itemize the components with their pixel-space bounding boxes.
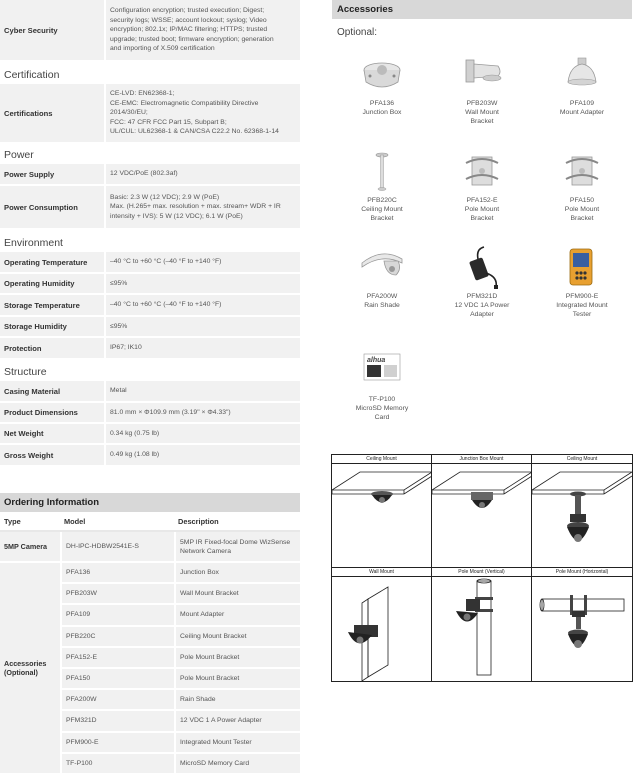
spec-value: 0.34 kg (0.75 lb) xyxy=(104,424,300,443)
rain-shade-icon xyxy=(358,245,406,289)
type-camera: 5MP Camera xyxy=(0,532,60,563)
accessory-label: TF-P100 MicroSD Memory Card xyxy=(355,396,409,422)
spec-row xyxy=(0,274,300,295)
spec-label: Casing Material xyxy=(4,386,61,396)
spec-row xyxy=(0,403,300,424)
ordering-title: Ordering Information xyxy=(0,493,300,512)
card-brand-text: alhua xyxy=(367,357,386,364)
column-model: Model xyxy=(64,516,86,526)
accessory-item xyxy=(532,149,632,224)
model-cell: PFM321D xyxy=(66,717,97,725)
spec-value: IP67; IK10 xyxy=(104,338,300,358)
ordering-rows xyxy=(60,532,300,775)
model-cell: PFB203W xyxy=(66,590,97,598)
spec-label: Power Consumption xyxy=(4,202,78,212)
description-cell: Mount Adapter xyxy=(174,605,300,624)
mount-cell-ceiling xyxy=(332,455,432,568)
mount-tester-icon xyxy=(558,245,606,289)
ordering-body xyxy=(0,532,300,775)
model-cell: PFB220C xyxy=(66,632,96,640)
optional-label: Optional: xyxy=(337,27,378,38)
power-adapter-icon xyxy=(458,245,506,289)
mount-adapter-icon xyxy=(558,52,606,96)
accessory-item xyxy=(532,245,632,320)
accessories-section xyxy=(332,0,632,422)
ceiling-bracket-mount-illustration xyxy=(532,464,632,568)
spec-label: Storage Temperature xyxy=(4,300,80,310)
model-cell: PFA152-E xyxy=(66,653,97,661)
description-cell: Junction Box xyxy=(174,563,300,582)
spec-value: 81.0 mm × Φ109.9 mm (3.19" × Φ4.33") xyxy=(104,403,300,422)
mount-caption: Ceiling Mount xyxy=(332,455,431,464)
spec-value: 0.49 kg (1.08 lb) xyxy=(104,445,300,465)
description-cell: 5MP IR Fixed-focal Dome WizSense Network Camera xyxy=(174,532,300,561)
junction-box-mount-illustration xyxy=(432,464,532,568)
section-heading: Certification xyxy=(0,62,300,84)
pole-mount-bracket-icon xyxy=(458,149,506,193)
spec-row xyxy=(0,338,300,360)
accessory-label: PFM900-E Integrated Mount Tester xyxy=(556,293,608,319)
table-row xyxy=(62,584,300,605)
table-row xyxy=(62,605,300,626)
wall-mount-illustration xyxy=(332,577,432,681)
spec-row xyxy=(0,164,300,186)
accessory-label: PFB203W Wall Mount Bracket xyxy=(465,100,499,126)
junction-box-icon xyxy=(358,52,406,96)
section-heading: Structure xyxy=(0,360,300,381)
model-cell: PFM900-E xyxy=(66,738,99,746)
table-row xyxy=(62,669,300,690)
table-row xyxy=(62,754,300,775)
table-row xyxy=(62,563,300,584)
type-accessories: Accessories (Optional) xyxy=(0,563,60,775)
section-heading: Power xyxy=(0,144,300,164)
spec-value: –40 °C to +60 °C (–40 °F to +140 °F) xyxy=(104,295,300,315)
spec-label: Operating Temperature xyxy=(4,257,88,267)
mount-caption: Pole Mount (Horizontal) xyxy=(532,568,632,577)
spec-label: Net Weight xyxy=(4,429,44,438)
description-cell: MicroSD Memory Card xyxy=(174,754,300,773)
accessory-label: PFA152-E Pole Mount Bracket xyxy=(464,197,500,223)
ordering-information xyxy=(0,493,300,775)
ceiling-mount-bracket-icon xyxy=(358,149,406,193)
accessory-item xyxy=(332,149,432,224)
spec-row xyxy=(0,295,300,317)
spec-value: Configuration encryption; trusted execution; Digest; security logs; WSSE; account lockout; syslog; Video encryption; 802.1x; IP/MAC filtering; HTTPS; trusted upgrade; trusted boot; firmware encryption; generation and importing of X.509 certification xyxy=(104,0,300,60)
ordering-column-headers xyxy=(0,512,300,532)
description-cell: Wall Mount Bracket xyxy=(174,584,300,603)
model-cell: DH-IPC-HDBW2541E-S xyxy=(66,543,139,550)
accessory-item xyxy=(332,52,432,117)
spec-row xyxy=(0,381,300,403)
table-row xyxy=(62,648,300,669)
mount-caption: Pole Mount (Vertical) xyxy=(432,568,531,577)
model-cell: PFA200W xyxy=(66,696,97,704)
ordering-type-column xyxy=(0,532,60,775)
table-row xyxy=(62,532,300,563)
spec-row xyxy=(0,0,300,62)
description-cell: Rain Shade xyxy=(174,690,300,709)
spec-table xyxy=(0,0,300,467)
spec-row xyxy=(0,252,300,274)
mount-caption: Wall Mount xyxy=(332,568,431,577)
description-cell: 12 VDC 1 A Power Adapter xyxy=(174,711,300,730)
mount-cell-wall xyxy=(332,568,432,681)
microsd-card-icon xyxy=(358,348,406,392)
column-type: Type xyxy=(4,516,21,526)
model-cell: PFA109 xyxy=(66,611,91,619)
description-cell: Pole Mount Bracket xyxy=(174,648,300,667)
spec-label: Cyber Security xyxy=(4,25,58,35)
accessory-item xyxy=(432,245,532,320)
accessory-label: PFM321D 12 VDC 1A Power Adapter xyxy=(454,293,510,319)
spec-row xyxy=(0,84,300,144)
table-row xyxy=(62,690,300,711)
spec-value: ≤95% xyxy=(104,317,300,336)
description-cell: Pole Mount Bracket xyxy=(174,669,300,688)
table-row xyxy=(62,733,300,754)
spec-label: Gross Weight xyxy=(4,450,54,460)
ceiling-mount-illustration xyxy=(332,464,432,568)
accessory-label: PFA109 Mount Adapter xyxy=(559,100,605,117)
pole-mount-bracket-icon xyxy=(558,149,606,193)
mount-cell-junction-box xyxy=(432,455,532,568)
accessory-label: PFA200W Rain Shade xyxy=(364,293,400,310)
spec-row xyxy=(0,445,300,467)
spec-label: Protection xyxy=(4,343,42,353)
spec-label: Certifications xyxy=(4,108,53,118)
mount-caption: Ceiling Mount xyxy=(532,455,632,464)
accessory-label: PFB220C Ceiling Mount Bracket xyxy=(361,197,403,223)
spec-value: –40 °C to +60 °C (–40 °F to +140 °F) xyxy=(104,252,300,272)
description-cell: Integrated Mount Tester xyxy=(174,733,300,752)
column-description: Description xyxy=(178,516,219,526)
spec-label: Power Supply xyxy=(4,169,55,179)
table-row xyxy=(62,711,300,732)
model-cell: PFA136 xyxy=(66,569,91,577)
spec-label: Product Dimensions xyxy=(4,408,78,417)
spec-label: Operating Humidity xyxy=(4,279,75,288)
accessory-item xyxy=(432,52,532,127)
spec-row xyxy=(0,186,300,230)
accessory-item xyxy=(332,245,432,310)
wall-mount-bracket-icon xyxy=(458,52,506,96)
spec-value: CE-LVD: EN62368-1; CE-EMC: Electromagnetic Compatibility Directive 2014/30/EU; FCC: 47 CFR FCC Part 15, Subpart B; UL/CUL: UL62368-1 & CAN/CSA C22.2 No. 62368-1-14 xyxy=(104,84,300,142)
accessory-item xyxy=(432,149,532,224)
model-cell: PFA150 xyxy=(66,675,91,683)
spec-label: Storage Humidity xyxy=(4,322,67,331)
pole-vertical-mount-illustration xyxy=(432,577,532,681)
mount-cell-ceiling-bracket xyxy=(532,455,632,568)
mount-cell-pole-vertical xyxy=(432,568,532,681)
table-row xyxy=(62,627,300,648)
accessory-item xyxy=(532,52,632,117)
mounting-diagram xyxy=(331,454,633,682)
accessory-label: PFA136 Junction Box xyxy=(362,100,402,117)
spec-row xyxy=(0,317,300,338)
model-cell: TF-P100 xyxy=(66,759,93,767)
mount-caption: Junction Box Mount xyxy=(432,455,531,464)
pole-horizontal-mount-illustration xyxy=(532,577,632,681)
accessory-item xyxy=(332,348,432,423)
spec-value: 12 VDC/PoE (802.3af) xyxy=(104,164,300,184)
spec-value: Basic: 2.3 W (12 VDC); 2.9 W (PoE) Max. (H.265+ max. resolution + max. stream+ WDR + IR intensity + IVS): 5 W (12 VDC); 6.1 W (PoE) xyxy=(104,186,300,228)
section-heading: Environment xyxy=(0,230,300,252)
spec-row xyxy=(0,424,300,445)
spec-value: ≤95% xyxy=(104,274,300,293)
accessory-label: PFA150 Pole Mount Bracket xyxy=(564,197,600,223)
spec-value: Metal xyxy=(104,381,300,401)
description-cell: Ceiling Mount Bracket xyxy=(174,627,300,646)
accessories-title: Accessories xyxy=(332,0,632,19)
mount-cell-pole-horizontal xyxy=(532,568,632,681)
